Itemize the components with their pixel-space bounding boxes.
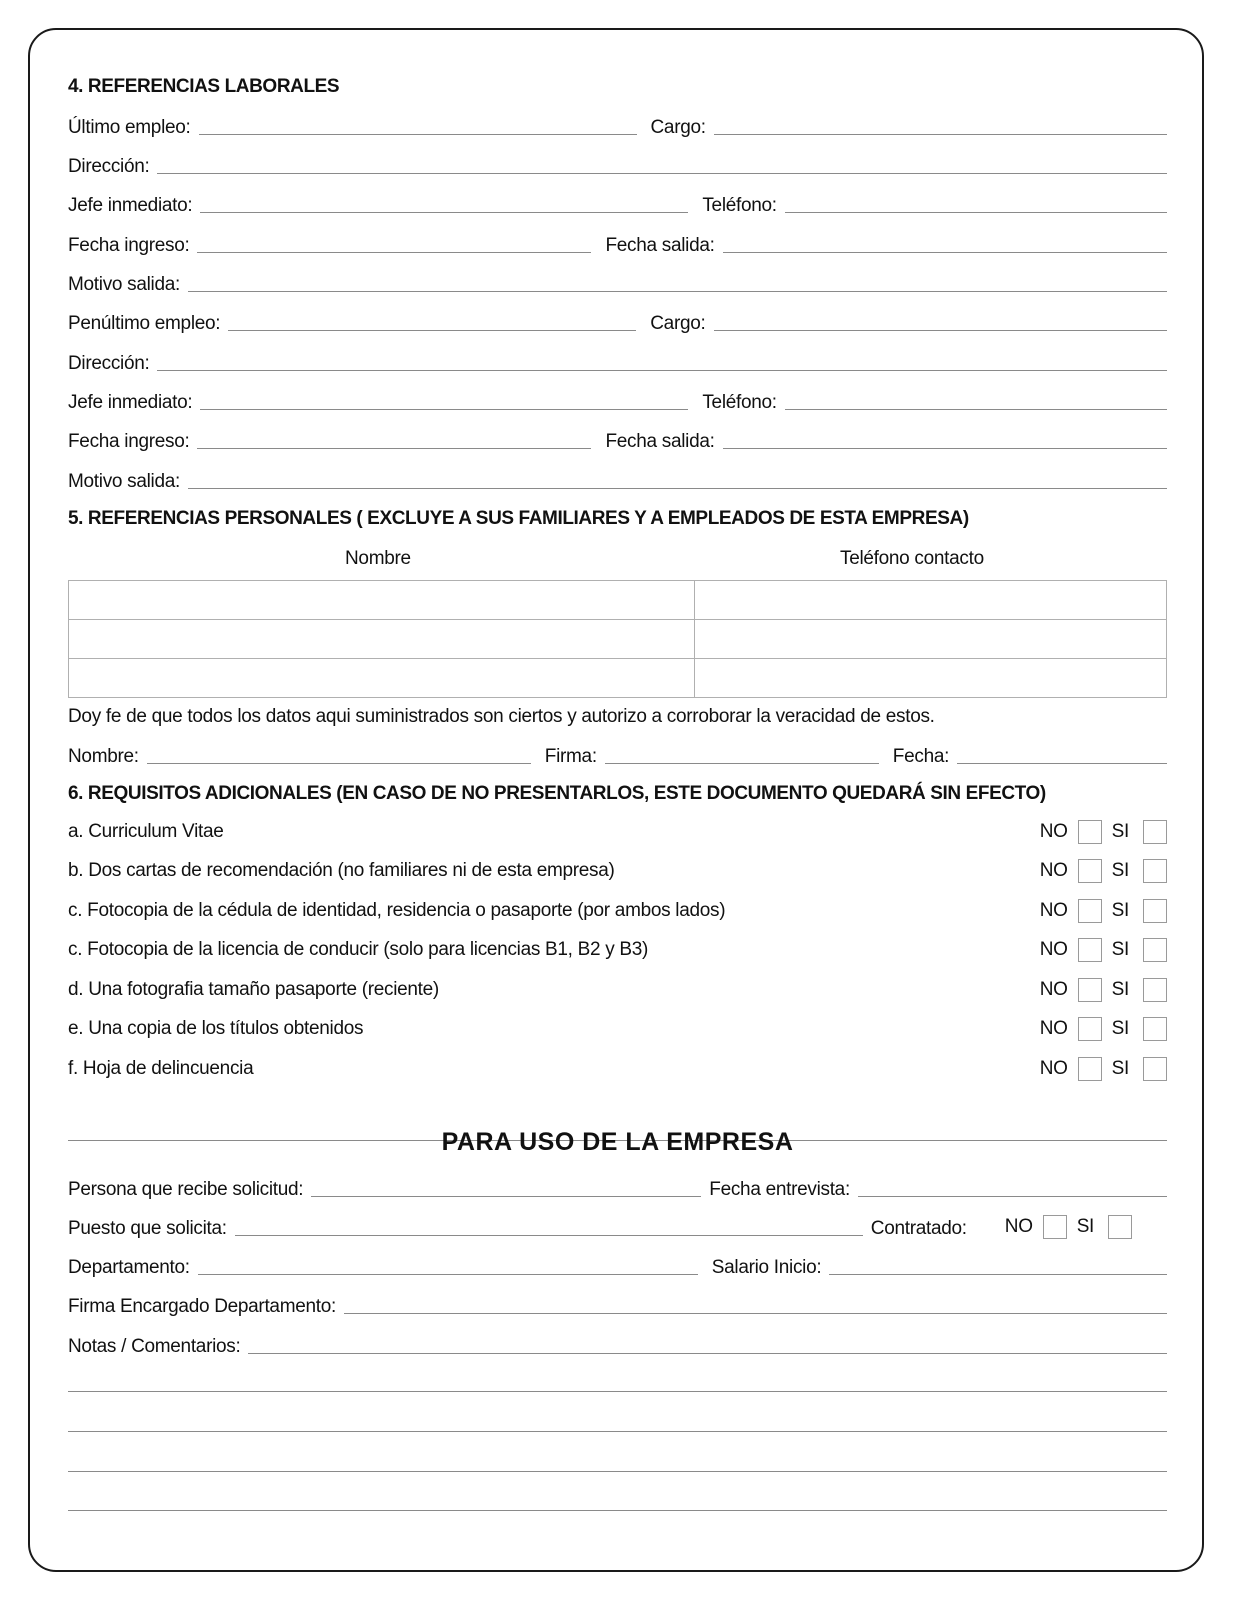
prev-job-end-field[interactable] (723, 448, 1167, 449)
signature-date-label: Fecha: (892, 746, 950, 767)
requirement-row (68, 936, 1167, 964)
requirement-row (68, 818, 1167, 846)
no-label: NO (1039, 900, 1068, 921)
si-checkbox[interactable] (1143, 859, 1167, 883)
requirement-row (68, 1055, 1167, 1083)
requirement-label: e. Una copia de los títulos obtenidos (68, 1018, 364, 1039)
table-row (69, 620, 1167, 659)
no-checkbox[interactable] (1078, 1057, 1102, 1081)
notes-line[interactable] (68, 1510, 1167, 1511)
prev-job-cargo-label: Cargo: (650, 313, 706, 334)
requirement-label: d. Una fotografia tamaño pasaporte (reciente) (68, 979, 439, 1000)
reference-phone-cell[interactable] (695, 659, 1167, 698)
department-signature-row (68, 1291, 1167, 1317)
si-checkbox[interactable] (1143, 978, 1167, 1002)
last-job-address-label: Dirección: (68, 156, 150, 177)
prev-job-boss-field[interactable] (200, 409, 688, 410)
table-row (69, 581, 1167, 620)
requirement-row (68, 1015, 1167, 1043)
last-job-start-label: Fecha ingreso: (68, 235, 190, 256)
declaration-text: Doy fe de que todos los datos aqui suministrados son ciertos y autorizo a corroborar la veracidad de estos. (68, 706, 935, 727)
requirement-label: c. Fotocopia de la licencia de conducir (solo para licencias B1, B2 y B3) (68, 939, 649, 960)
no-label: NO (1039, 979, 1068, 1000)
salary-label: Salario Inicio: (711, 1257, 822, 1278)
department-signature-field[interactable] (344, 1313, 1167, 1314)
prev-job-phone-field[interactable] (785, 409, 1167, 410)
no-checkbox[interactable] (1078, 938, 1102, 962)
prev-job-start-label: Fecha ingreso: (68, 431, 190, 452)
table-row (69, 659, 1167, 698)
position-row (68, 1213, 1167, 1239)
requirement-label: c. Fotocopia de la cédula de identidad, residencia o pasaporte (por ambos lados) (68, 900, 726, 921)
si-checkbox[interactable] (1143, 1017, 1167, 1041)
prev-job-reason-field[interactable] (188, 488, 1167, 489)
reference-name-cell[interactable] (69, 620, 695, 659)
last-job-reason-label: Motivo salida: (68, 274, 180, 295)
requirement-label: f. Hoja de delincuencia (68, 1058, 254, 1079)
requirement-label: b. Dos cartas de recomendación (no familiares ni de esta empresa) (68, 860, 615, 881)
position-field[interactable] (235, 1235, 863, 1236)
last-job-reason-row (68, 269, 1167, 295)
last-job-row (68, 112, 1167, 138)
si-label: SI (1111, 860, 1129, 881)
reference-name-cell[interactable] (69, 581, 695, 620)
si-checkbox[interactable] (1143, 899, 1167, 923)
si-label: SI (1111, 979, 1129, 1000)
prev-job-reason-label: Motivo salida: (68, 471, 180, 492)
section-4-title: 4. REFERENCIAS LABORALES (68, 76, 340, 97)
prev-job-reason-row (68, 466, 1167, 492)
prev-job-boss-row (68, 387, 1167, 413)
prev-job-dates-row (68, 426, 1167, 452)
hired-si-checkbox[interactable] (1108, 1215, 1132, 1239)
requirement-row (68, 897, 1167, 925)
last-job-boss-row (68, 190, 1167, 216)
reference-phone-cell[interactable] (695, 620, 1167, 659)
notes-line[interactable] (68, 1391, 1167, 1392)
last-job-phone-field[interactable] (785, 212, 1167, 213)
position-label: Puesto que solicita: (68, 1218, 227, 1239)
si-checkbox[interactable] (1143, 820, 1167, 844)
last-job-label: Último empleo: (68, 117, 191, 138)
column-header-nombre: Nombre (345, 548, 411, 569)
prev-job-start-field[interactable] (197, 448, 591, 449)
prev-job-cargo-field[interactable] (714, 330, 1168, 331)
hired-no-checkbox[interactable] (1043, 1215, 1067, 1239)
signature-name-field[interactable] (147, 763, 531, 764)
department-signature-label: Firma Encargado Departamento: (68, 1296, 336, 1317)
no-checkbox[interactable] (1078, 899, 1102, 923)
last-job-dates-row (68, 230, 1167, 256)
last-job-start-field[interactable] (197, 252, 591, 253)
no-label: NO (1039, 860, 1068, 881)
section-5-title: 5. REFERENCIAS PERSONALES ( EXCLUYE A SUS FAMILIARES Y A EMPLEADOS DE ESTA EMPRESA) (68, 508, 969, 529)
last-job-boss-field[interactable] (200, 212, 688, 213)
personal-references-table (68, 580, 1167, 698)
receiver-label: Persona que recibe solicitud: (68, 1179, 304, 1200)
no-label: NO (1039, 1018, 1068, 1039)
hired-no-label: NO (1004, 1216, 1033, 1237)
requirement-label: a. Curriculum Vitae (68, 821, 224, 842)
no-checkbox[interactable] (1078, 1017, 1102, 1041)
si-checkbox[interactable] (1143, 1057, 1167, 1081)
no-label: NO (1039, 1058, 1068, 1079)
si-label: SI (1111, 1058, 1129, 1079)
reference-phone-cell[interactable] (695, 581, 1167, 620)
prev-job-row (68, 308, 1167, 334)
last-job-cargo-field[interactable] (714, 134, 1167, 135)
department-row (68, 1252, 1167, 1278)
requirement-row (68, 976, 1167, 1004)
prev-job-boss-label: Jefe inmediato: (68, 392, 193, 413)
si-label: SI (1111, 900, 1129, 921)
si-checkbox[interactable] (1143, 938, 1167, 962)
signature-firma-field[interactable] (605, 763, 879, 764)
no-checkbox[interactable] (1078, 978, 1102, 1002)
notes-label: Notas / Comentarios: (68, 1336, 241, 1357)
signature-name-label: Nombre: (68, 746, 139, 767)
company-use-title: PARA USO DE LA EMPRESA (441, 1128, 794, 1156)
last-job-cargo-label: Cargo: (650, 117, 706, 138)
prev-job-end-label: Fecha salida: (605, 431, 715, 452)
column-header-telefono: Teléfono contacto (840, 548, 984, 569)
prev-job-label: Penúltimo empleo: (68, 313, 221, 334)
no-checkbox[interactable] (1078, 820, 1102, 844)
department-field[interactable] (198, 1274, 698, 1275)
last-job-address-field[interactable] (157, 173, 1167, 174)
no-label: NO (1039, 939, 1068, 960)
hired-label: Contratado: (870, 1218, 967, 1239)
signature-row (68, 741, 1167, 767)
last-job-boss-label: Jefe inmediato: (68, 195, 193, 216)
si-label: SI (1111, 821, 1129, 842)
section-6-title: 6. REQUISITOS ADICIONALES (EN CASO DE NO PRESENTARLOS, ESTE DOCUMENTO QUEDARÁ SIN EFECTO) (68, 783, 1046, 804)
no-label: NO (1039, 821, 1068, 842)
prev-job-address-row (68, 348, 1167, 374)
notes-row (68, 1331, 1167, 1357)
reference-name-cell[interactable] (69, 659, 695, 698)
last-job-end-field[interactable] (723, 252, 1167, 253)
last-job-field[interactable] (199, 134, 637, 135)
department-label: Departamento: (68, 1257, 190, 1278)
si-label: SI (1111, 1018, 1129, 1039)
receiver-row (68, 1174, 1167, 1200)
last-job-end-label: Fecha salida: (605, 235, 715, 256)
prev-job-phone-label: Teléfono: (702, 392, 777, 413)
last-job-address-row (68, 151, 1167, 177)
signature-date-field[interactable] (957, 763, 1167, 764)
notes-field[interactable] (248, 1353, 1167, 1354)
hired-si-label: SI (1076, 1216, 1095, 1237)
prev-job-field[interactable] (228, 330, 636, 331)
prev-job-address-label: Dirección: (68, 353, 150, 374)
notes-line[interactable] (68, 1431, 1167, 1432)
prev-job-address-field[interactable] (157, 370, 1167, 371)
signature-firma-label: Firma: (544, 746, 597, 767)
no-checkbox[interactable] (1078, 859, 1102, 883)
last-job-reason-field[interactable] (188, 291, 1167, 292)
si-label: SI (1111, 939, 1129, 960)
notes-line[interactable] (68, 1471, 1167, 1472)
interview-date-label: Fecha entrevista: (709, 1179, 850, 1200)
requirement-row (68, 857, 1167, 885)
salary-field[interactable] (829, 1274, 1167, 1275)
last-job-phone-label: Teléfono: (702, 195, 777, 216)
receiver-field[interactable] (311, 1196, 701, 1197)
interview-date-field[interactable] (858, 1196, 1167, 1197)
